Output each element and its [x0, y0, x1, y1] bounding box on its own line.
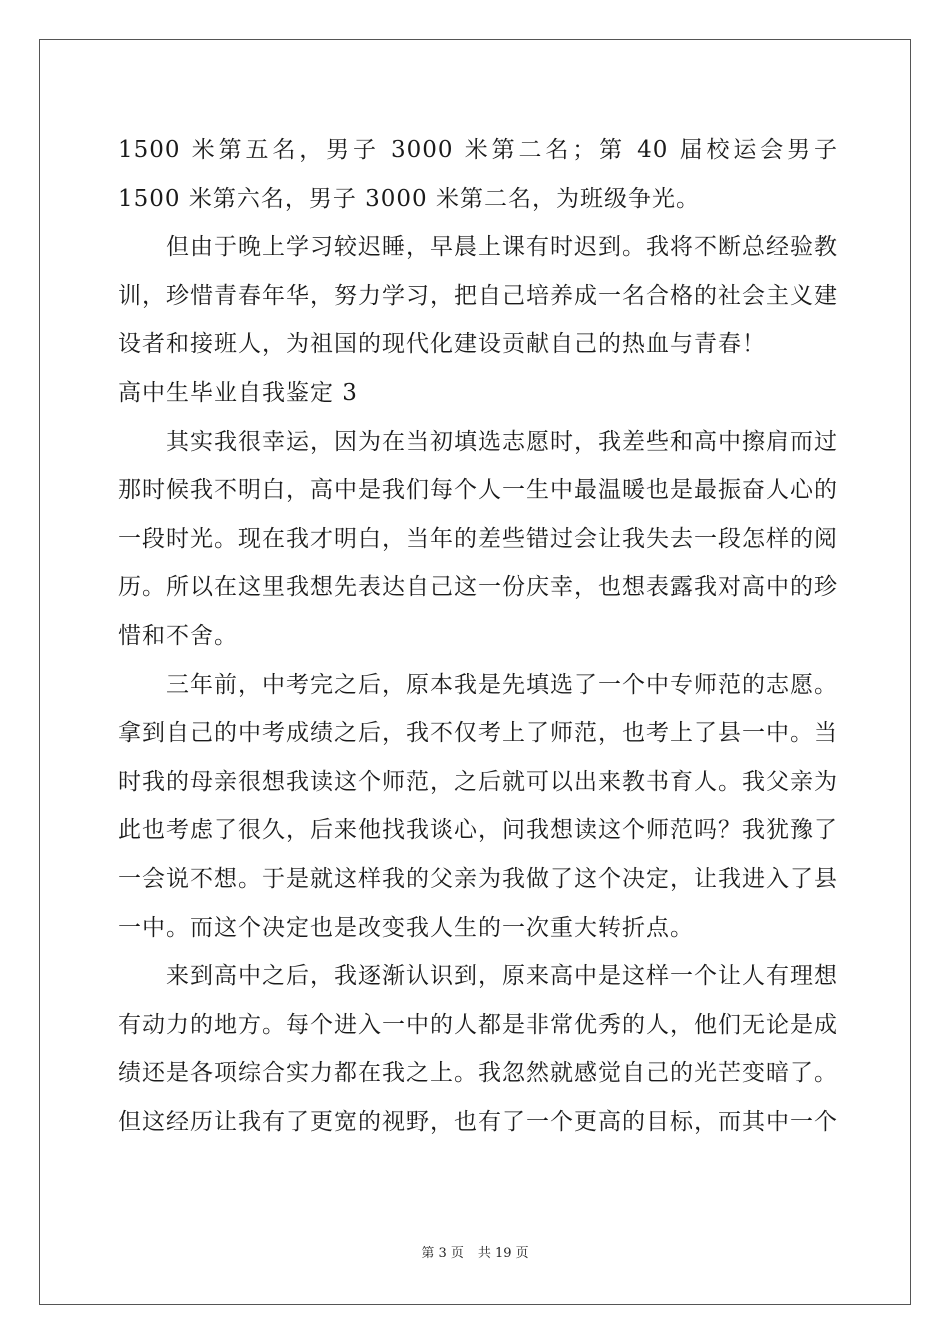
page-total: 共 19 页: [477, 1246, 529, 1261]
section-paragraph-2: 三年前，中考完之后，原本我是先填选了一个中专师范的志愿。拿到自己的中考成绩之后，我不仅考上了师范，也考上了县一中。当时我的母亲很想我读这个师范，之后就可以出来教书育人。我父亲为此也考虑了很久，后来他找我谈心，问我想读这个师范吗？我犹豫了一会说不想。于是就这样我的父亲为我做了这个决定，让我进入了县一中。而这个决定也是改变我人生的一次重大转折点。: [118, 671, 838, 941]
paragraph-2: 但由于晚上学习较迟睡，早晨上课有时迟到。我将不断总经验教训，珍惜青春年华，努力学习，把自己培养成一名合格的社会主义建设者和接班人，为祖国的现代化建设贡献自己的热血与青春！: [118, 234, 838, 358]
document-body: [118, 126, 838, 1146]
section-paragraph-3: 来到高中之后，我逐渐认识到，原来高中是这样一个让人有理想有动力的地方。每个进入一中的人都是非常优秀的人，他们无论是成绩还是各项综合实力都在我之上。我忽然就感觉自己的光芒变暗了。但这经历让我有了更宽的视野，也有了一个更高的目标，而其中一个: [118, 963, 838, 1135]
paragraph-1: 1500 米第五名，男子 3000 米第二名；第 40 届校运会男子 1500 米第六名，男子 3000 米第二名，为班级争光。: [118, 137, 838, 212]
page-footer: [0, 1242, 950, 1261]
page-number: 第 3 页: [421, 1246, 464, 1261]
section-paragraph-1: 其实我很幸运，因为在当初填选志愿时，我差些和高中擦肩而过那时候我不明白，高中是我们每个人一生中最温暖也是最振奋人心的一段时光。现在我才明白，当年的差些错过会让我失去一段怎样的阅历。所以在这里我想先表达自己这一份庆幸，也想表露我对高中的珍惜和不舍。: [118, 428, 838, 649]
section-title: 高中生毕业自我鉴定 3: [118, 379, 358, 406]
